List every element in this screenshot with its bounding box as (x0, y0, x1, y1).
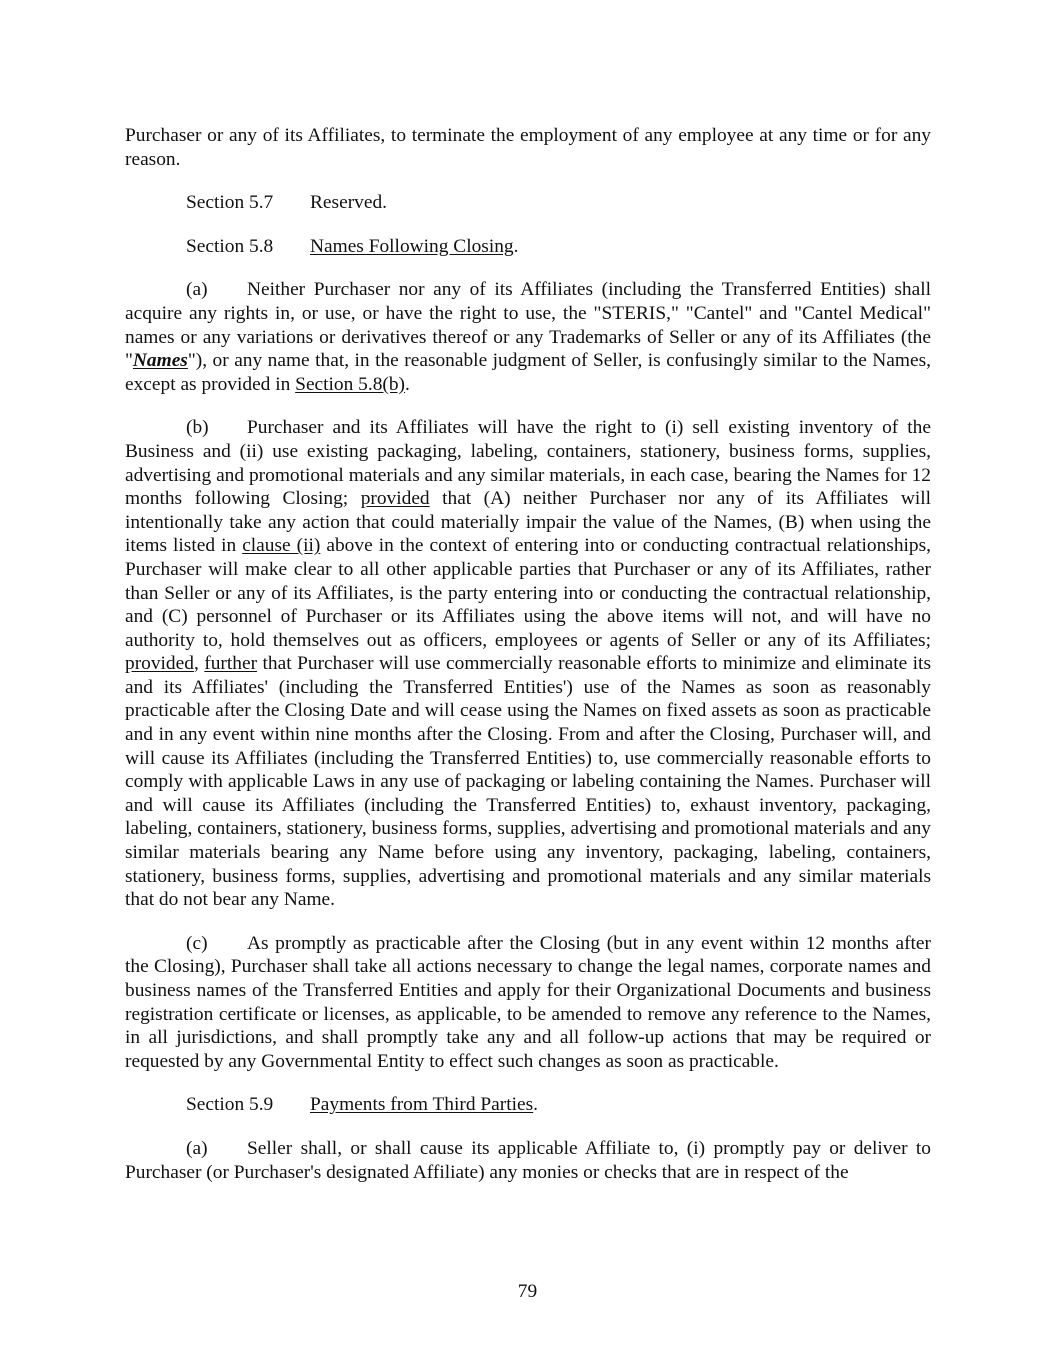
section-5-8-b-text-4: , (193, 653, 205, 675)
section-5-8-a-paragraph (125, 278, 931, 396)
section-5-9-title-end: . (533, 1094, 539, 1116)
section-5-9-heading (125, 1093, 931, 1117)
section-5-8-a-text-1: Neither Purchaser nor any of its Affiliates (including the Transferred Entities) shall acquire any rights in, or use, or have the right to use, the "STERIS," "Cantel" and "Cantel Medical" names or any variations or derivatives thereof or any Trademarks of Seller or any of its Affiliates (the " (125, 279, 931, 372)
section-5-8-c-text: As promptly as practicable after the Closing (but in any event within 12 months after the Closing), Purchaser shall take all actions necessary to change the legal names, corporate names and business names of the Transferred Entities and apply for their Organizational Documents and business registration certificate or licenses, as applicable, to be amended to remove any reference to the Names, in all jurisdictions, and shall promptly take any and all follow-up actions that may be required or requested by any Governmental Entity to effect such changes as soon as practicable. (125, 932, 931, 1072)
section-5-9-a-paragraph (125, 1137, 931, 1184)
names-defined-term: Names (132, 350, 188, 372)
section-5-8-a-text-2: "), or any name that, in the reasonable judgment of Seller, is confusingly similar to the Names, except as provided in (125, 350, 931, 395)
section-5-9-title: Payments from Third Parties (310, 1094, 534, 1116)
section-5-8-c-label: (c) (186, 932, 208, 954)
provided-term-2: provided (125, 653, 194, 675)
section-5-8-b-paragraph (125, 416, 931, 911)
section-5-8-title-end: . (513, 235, 519, 257)
section-5-7-heading (125, 191, 931, 215)
section-5-8-b-text-5: that Purchaser will use commercially reasonable efforts to minimize and eliminate its and its Affiliates' (including the Transferred Entities') use of the Names as soon as reasonably practicable after the Closing Date and will cease using the Names on fixed assets as soon as practicable and in any event within nine months after the Closing. From and after the Closing, Purchaser will, and will cause its Affiliates (including the Transferred Entities) to, use commercially reasonable efforts to comply with applicable Laws in any use of packaging or labeling containing the Names. Purchaser will and will cause its Affiliates (including the Transferred Entities) to, exhaust inventory, packaging, labeling, containers, stationery, business forms, supplies, advertising and promotional materials and any similar materials bearing any Name before using any inventory, packaging, labeling, containers, stationery, business forms, supplies, advertising and promotional materials and any similar materials that do not bear any Name. (125, 653, 931, 911)
section-5-7-title: Reserved. (310, 192, 387, 214)
section-5-7-number: Section 5.7 (186, 192, 274, 214)
section-5-8-number: Section 5.8 (186, 235, 274, 257)
carryover-paragraph: Purchaser or any of its Affiliates, to terminate the employment of any employee at any time or for any reason. (125, 125, 931, 170)
section-5-9-a-text: Seller shall, or shall cause its applicable Affiliate to, (i) promptly pay or deliver to Purchaser (or Purchaser's designated Affiliate) any monies or checks that are in respect of the (125, 1137, 931, 1183)
section-5-9-a-label: (a) (186, 1137, 208, 1159)
further-term: further (204, 653, 258, 675)
clause-ii-reference: clause (ii) (242, 535, 321, 557)
section-5-8-heading (125, 235, 931, 259)
section-5-8-a-text-3: . (405, 373, 410, 395)
section-5-8-a-label: (a) (186, 279, 208, 301)
section-5-8-b-text-2: that (A) neither Purchaser nor any of its Affiliates will intentionally take any action that could materially impair the value of the Names, (B) when using the items listed in (125, 488, 931, 557)
provided-term-1: provided (360, 488, 430, 510)
section-5-8-b-reference: Section 5.8(b) (295, 373, 406, 395)
section-5-8-b-text-3: above in the context of entering into or conducting contractual relationships, Purchaser will make clear to all other applicable parties that Purchaser or any of its Affiliates, rather than Seller or any of its Affiliates, is the party entering into or conducting the contractual relationship, and (C) personnel of Purchaser or its Affiliates using the above items will not, and will have no authority to, hold themselves out as officers, employees or agents of Seller or any of its Affiliates; (125, 535, 931, 651)
section-5-8-c-paragraph (125, 932, 931, 1074)
document-body (125, 124, 931, 1184)
section-5-9-number: Section 5.9 (186, 1094, 274, 1116)
section-5-8-b-text-1: Purchaser and its Affiliates will have the right to (i) sell existing inventory of the Business and (ii) use existing packaging, labeling, containers, stationery, business forms, supplies, advertising and promotional materials and any similar materials, in each case, bearing the Names for 12 months following Closing; (125, 417, 931, 510)
section-5-8-title: Names Following Closing (310, 235, 514, 257)
page-number: 79 (517, 1281, 538, 1302)
section-5-8-b-label: (b) (186, 417, 209, 439)
